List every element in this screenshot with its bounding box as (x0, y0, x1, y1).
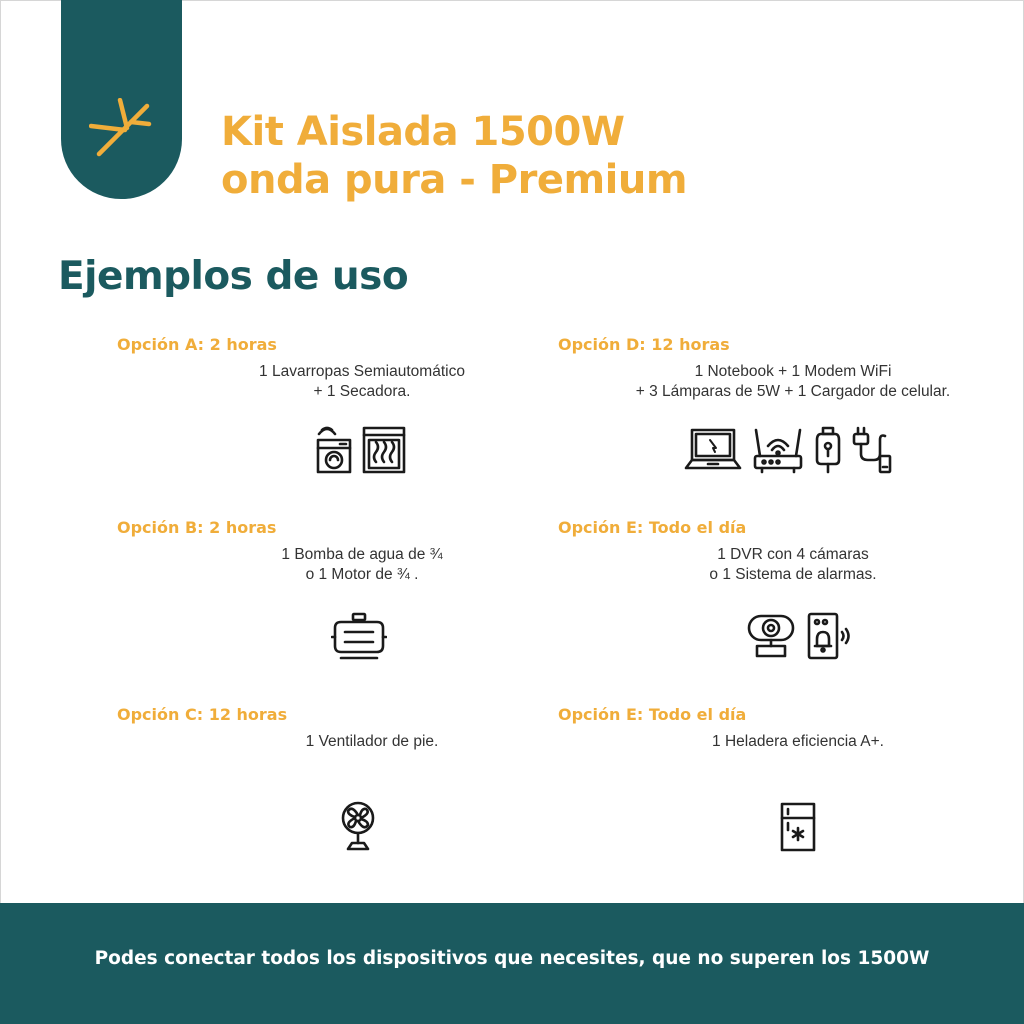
option-e-dvr-description (668, 545, 918, 585)
option-c-label: Opción C: 12 horas (117, 705, 288, 724)
sun-ray-icon (89, 98, 153, 162)
option-b-line-2: o 1 Motor de ¾ . (305, 566, 419, 583)
option-c-line-1: 1 Ventilador de pie. (305, 733, 439, 750)
footer-banner (0, 903, 1024, 1024)
fridge-icon (780, 802, 816, 852)
option-a-description (237, 362, 487, 402)
fan-icon (340, 801, 376, 851)
title-line-1: Kit Aislada 1500W (221, 109, 625, 155)
option-b-line-1: 1 Bomba de agua de ¾ (281, 546, 443, 563)
option-d-line-2: + 3 Lámparas de 5W + 1 Cargador de celular. (635, 383, 951, 400)
section-title: Ejemplos de uso (58, 254, 409, 299)
water-pump-icon (331, 612, 387, 660)
title-line-2: onda pura - Premium (221, 157, 688, 203)
dryer-icon (362, 426, 406, 474)
option-a-line-2: + 1 Secadora. (313, 383, 411, 400)
option-a-icons (316, 426, 406, 474)
option-e-dvr-line-1: 1 DVR con 4 cámaras (717, 546, 869, 563)
option-d-line-1: 1 Notebook + 1 Modem WiFi (694, 363, 892, 380)
option-e-fridge-icons (780, 802, 816, 852)
washing-machine-icon (316, 426, 352, 474)
alarm-icon (805, 612, 855, 660)
laptop-icon (684, 426, 742, 474)
option-e-fridge-label: Opción E: Todo el día (558, 705, 747, 724)
lamp-icon (814, 426, 842, 474)
footer-text: Podes conectar todos los dispositivos que necesites, que no superen los 1500W (94, 948, 930, 969)
option-e-fridge-description (688, 732, 908, 752)
option-c-icons (340, 801, 376, 851)
option-b-description (237, 545, 487, 585)
logo-tab (61, 0, 182, 199)
camera-icon (747, 612, 795, 660)
option-e-dvr-label: Opción E: Todo el día (558, 518, 747, 537)
option-e-fridge-line-1: 1 Heladera eficiencia A+. (712, 733, 884, 750)
charger-icon (852, 426, 892, 474)
option-d-icons (684, 426, 892, 474)
option-d-label: Opción D: 12 horas (558, 335, 730, 354)
option-a-label: Opción A: 2 horas (117, 335, 277, 354)
page-title (221, 108, 921, 204)
option-b-label: Opción B: 2 horas (117, 518, 277, 537)
option-c-description (257, 732, 487, 752)
option-d-description (608, 362, 978, 402)
option-e-dvr-line-2: o 1 Sistema de alarmas. (709, 566, 877, 583)
option-b-icons (331, 612, 387, 660)
option-a-line-1: 1 Lavarropas Semiautomático (259, 363, 465, 380)
option-e-dvr-icons (747, 612, 855, 660)
wifi-router-icon (752, 426, 804, 474)
